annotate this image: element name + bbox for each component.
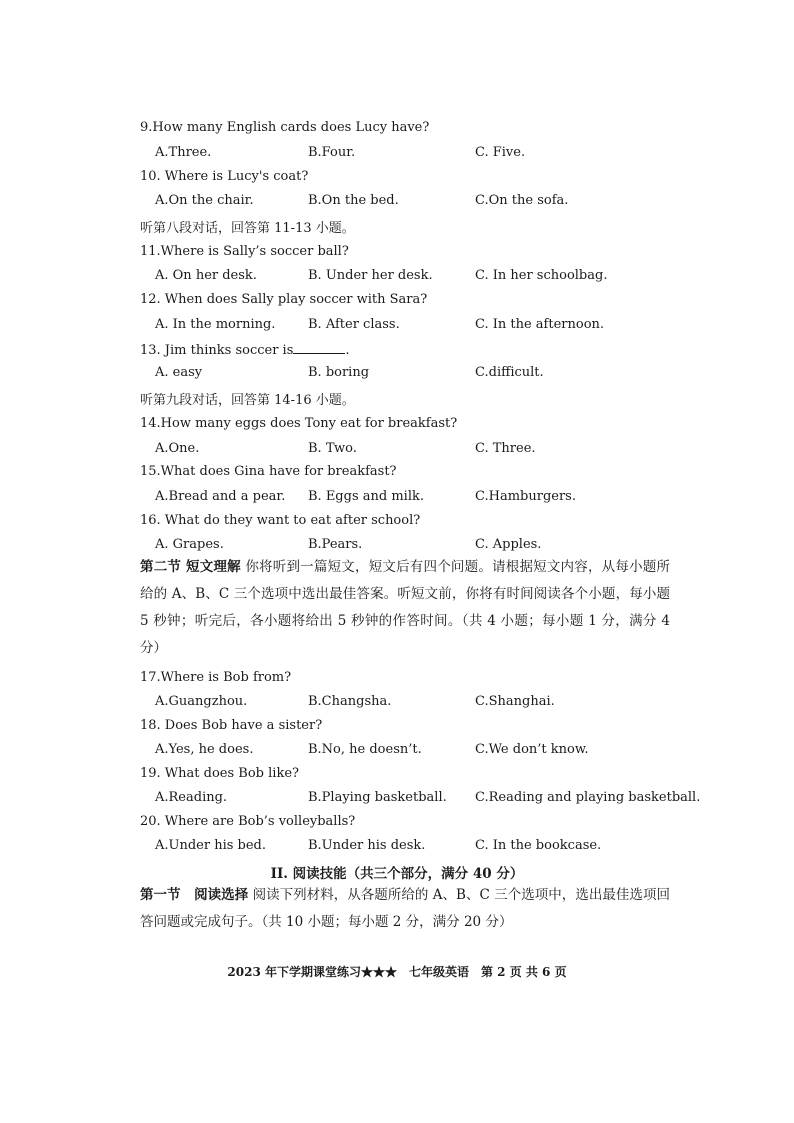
reading-instructions: [140, 882, 670, 936]
part-2-title: II. 阅读技能（共三个部分，满分 40 分）: [270, 866, 524, 882]
option-c: C. In her schoolbag.: [475, 268, 608, 283]
question-17: 17.Where is Bob from?: [140, 670, 292, 685]
option-c: C.Reading and playing basketball.: [475, 790, 701, 805]
question-11: 11.Where is Sally’s soccer ball?: [140, 244, 349, 259]
question-12: 12. When does Sally play soccer with Sara?: [140, 292, 428, 307]
option-b: B. Eggs and milk.: [308, 489, 424, 504]
option-c: C.We don’t know.: [475, 742, 589, 757]
option-a: A. In the morning.: [155, 317, 276, 332]
option-a: A.Reading.: [155, 790, 228, 805]
question-20: 20. Where are Bob’s volleyballs?: [140, 814, 356, 829]
option-b: B.On the bed.: [308, 193, 399, 208]
instruction-dialogue-9: 听第九段对话，回答第 14-16 小题。: [140, 393, 355, 408]
question-14: 14.How many eggs does Tony eat for breakfast?: [140, 416, 458, 431]
reading-body: 阅读下列材料，从各题所给的 A、B、C 三个选项中，选出最佳选项回答问题或完成句子。（共 10 小题；每小题 2 分，满分 20 分）: [140, 887, 671, 930]
option-c: C. Apples.: [475, 537, 542, 552]
option-c: C. Three.: [475, 441, 536, 456]
option-b: B. Two.: [308, 441, 357, 456]
option-b: B. After class.: [308, 317, 400, 332]
section-2-heading: 第二节 短文理解: [140, 559, 241, 575]
question-9: 9.How many English cards does Lucy have?: [140, 120, 430, 135]
option-c: C. In the afternoon.: [475, 317, 605, 332]
question-18: 18. Does Bob have a sister?: [140, 718, 323, 733]
option-a: A.Three.: [155, 145, 212, 160]
option-b: B.Changsha.: [308, 694, 392, 709]
answer-blank: [293, 341, 345, 354]
page-footer: 2023 年下学期课堂练习★★★ 七年级英语 第 2 页 共 6 页: [227, 965, 567, 979]
question-13: [140, 341, 350, 358]
option-a: A.Yes, he does.: [155, 742, 254, 757]
option-b: B.Under his desk.: [308, 838, 426, 853]
section-2-body: 你将听到一篇短文，短文后有四个问题。请根据短文内容，从每小题所给的 A、B、C 三个选项中选出最佳答案。听短文前，你将有时间阅读各个小题，每小题 5 秒钟；听完后，各小题将给出 5 秒钟的作答时间。（共 4 小题；每小题 1 分，满分 4 分）: [140, 559, 670, 656]
section-2-instructions: [140, 554, 670, 662]
question-10: 10. Where is Lucy's coat?: [140, 169, 309, 184]
question-16: 16. What do they want to eat after school?: [140, 513, 421, 528]
option-c: C.On the sofa.: [475, 193, 569, 208]
option-b: B. Under her desk.: [308, 268, 433, 283]
option-c: C.Hamburgers.: [475, 489, 576, 504]
option-b: B.Pears.: [308, 537, 363, 552]
option-c: C.difficult.: [475, 365, 544, 380]
option-a: A.Bread and a pear.: [155, 489, 286, 504]
option-c: C. In the bookcase.: [475, 838, 602, 853]
question-13-text: 13. Jim thinks soccer is: [140, 343, 294, 358]
option-a: A. easy: [155, 365, 203, 380]
option-a: A.On the chair.: [155, 193, 254, 208]
question-13-end: .: [345, 343, 350, 358]
option-c: C.Shanghai.: [475, 694, 555, 709]
option-a: A.One.: [155, 441, 200, 456]
option-b: B.Playing basketball.: [308, 790, 447, 805]
option-a: A.Under his bed.: [155, 838, 267, 853]
option-a: A. On her desk.: [155, 268, 257, 283]
reading-heading: 第一节 阅读选择: [140, 887, 249, 903]
question-15: 15.What does Gina have for breakfast?: [140, 464, 397, 479]
option-b: B.Four.: [308, 145, 356, 160]
option-b: B. boring: [308, 365, 370, 380]
question-19: 19. What does Bob like?: [140, 766, 299, 781]
option-a: A. Grapes.: [155, 537, 224, 552]
instruction-dialogue-8: 听第八段对话，回答第 11-13 小题。: [140, 221, 355, 236]
option-a: A.Guangzhou.: [155, 694, 248, 709]
option-c: C. Five.: [475, 145, 526, 160]
option-b: B.No, he doesn’t.: [308, 742, 422, 757]
